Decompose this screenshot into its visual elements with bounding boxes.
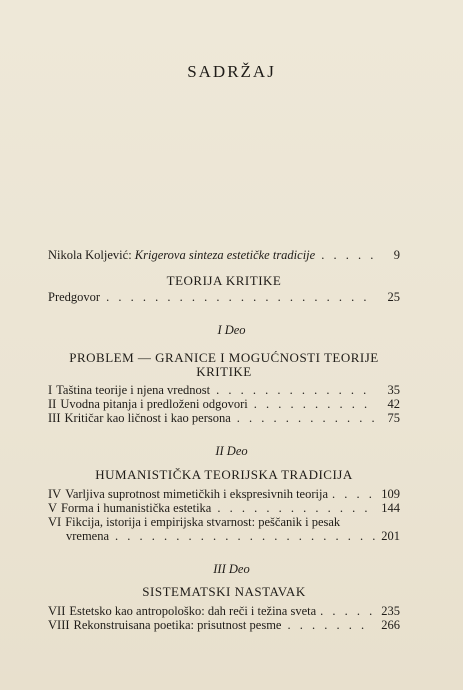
part-heading-2: HUMANISTIČKA TEORIJSKA TRADICIJA <box>95 467 353 482</box>
chapter-number: VIII <box>48 618 70 632</box>
intro-title: Krigerova sinteza estetičke tradicije <box>134 248 316 262</box>
chapter-number: VII <box>48 604 66 618</box>
chapter-title: Uvodna pitanja i predloženi odgovori <box>60 397 248 411</box>
chapter-title-continued: vremena <box>66 529 110 543</box>
chapter-title: Forma i humanistička estetika <box>61 501 212 515</box>
toc-entry-chapter <box>48 411 400 425</box>
toc-entry-continuation <box>48 529 400 543</box>
chapter-page: 75 <box>387 411 400 425</box>
toc-entry-chapter <box>48 515 400 529</box>
chapter-page: 144 <box>381 501 400 515</box>
leader-dots <box>217 501 374 515</box>
chapter-number: V <box>48 501 58 515</box>
chapter-page: 35 <box>387 383 400 397</box>
part-heading-1-line1: PROBLEM — GRANICE I MOGUĆNOSTI TEORIJE <box>69 350 379 365</box>
toc-entry-chapter <box>48 501 400 515</box>
toc-entry-chapter <box>48 618 400 632</box>
chapter-number: I <box>48 383 53 397</box>
part-heading-1-line2: KRITIKE <box>196 364 252 379</box>
chapter-title: Fikcija, istorija i empirijska stvarnost: peščanik i pesak <box>65 515 341 529</box>
part-label-1: I Deo <box>217 323 246 337</box>
toc-entry-preface <box>48 290 400 304</box>
leader-dots <box>321 248 374 262</box>
chapter-page: 201 <box>381 529 400 543</box>
toc-entry-chapter <box>48 383 400 397</box>
chapter-page: 42 <box>387 397 400 411</box>
chapter-title: Kritičar kao ličnost i kao persona <box>64 411 231 425</box>
leader-dots <box>115 529 375 543</box>
chapter-page: 109 <box>381 487 400 501</box>
intro-page: 9 <box>393 248 400 262</box>
leader-dots <box>216 383 374 397</box>
chapter-title: Estetsko kao antropološko: dah reči i težina sveta <box>69 604 317 618</box>
intro-author: Nikola Koljević: <box>48 248 132 262</box>
toc-entry-chapter <box>48 604 400 618</box>
part-label-2: II Deo <box>215 444 248 458</box>
chapter-page: 235 <box>381 604 400 618</box>
chapter-number: II <box>48 397 57 411</box>
section-heading-theory: TEORIJA KRITIKE <box>166 273 282 288</box>
chapter-number: IV <box>48 487 62 501</box>
leader-dots <box>254 397 374 411</box>
preface-page: 25 <box>387 290 400 304</box>
leader-dots <box>287 618 374 632</box>
leader-dots <box>332 487 376 501</box>
toc-entry-chapter <box>48 397 400 411</box>
chapter-title: Rekonstruisana poetika: prisutnost pesme <box>73 618 282 632</box>
toc-entry-chapter <box>48 487 400 501</box>
chapter-title: Taština teorije i njena vrednost <box>56 383 211 397</box>
toc-entry-intro <box>48 248 400 262</box>
chapter-page: 266 <box>381 618 400 632</box>
chapter-number: VI <box>48 515 62 529</box>
part-heading-3: SISTEMATSKI NASTAVAK <box>142 584 306 599</box>
preface-label: Predgovor <box>48 290 101 304</box>
chapter-title: Varljiva suprotnost mimetičkih i ekspresivnih teorija <box>65 487 329 501</box>
part-label-3: III Deo <box>213 562 250 576</box>
page-title: SADRŽAJ <box>187 62 276 81</box>
leader-dots <box>106 290 374 304</box>
chapter-number: III <box>48 411 61 425</box>
leader-dots <box>237 411 374 425</box>
leader-dots <box>320 604 376 618</box>
